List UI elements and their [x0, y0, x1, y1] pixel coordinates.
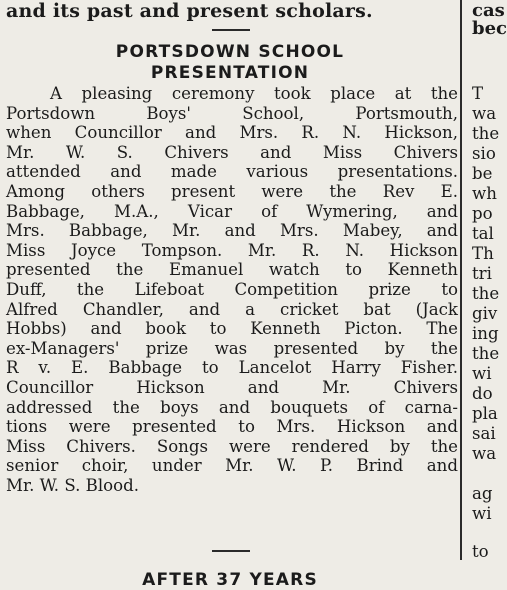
fragment: tri [472, 264, 492, 283]
fragment: the [472, 124, 500, 143]
article-line: Babbage, M.A., Vicar of Wymering, and [6, 201, 458, 221]
fragment: wi [472, 364, 492, 383]
right-column-fragments [462, 0, 507, 561]
article-line: Alfred Chandler, and a cricket bat (Jack [6, 299, 458, 319]
fragment: Th [472, 244, 494, 263]
fragment: to [472, 542, 489, 561]
fragment: T [472, 84, 484, 103]
fragment: wh [472, 184, 497, 203]
article-line: Mr. W. S. Blood. [6, 475, 140, 495]
fragment: sai [472, 424, 496, 443]
article-line: presented the Emanuel watch to Kenneth [6, 260, 458, 280]
article-line: when Councillor and Mrs. R. N. Hickson, [6, 123, 458, 143]
article-line: Councillor Hickson and Mr. Chivers [6, 377, 458, 397]
fragment: the [472, 344, 500, 363]
fragment: wa [472, 104, 497, 123]
fragment: po [472, 204, 493, 223]
fragment: the [472, 284, 500, 303]
fragment: wa [472, 444, 497, 463]
fragment: sio [472, 144, 496, 163]
article-line: Miss Joyce Tompson. Mr. R. N. Hickson [6, 240, 458, 260]
fragment: be [472, 164, 493, 183]
headline-line-2: PRESENTATION [150, 63, 310, 83]
article-line: Mr. W. S. Chivers and Miss Chivers [6, 142, 458, 162]
fragment: bec [472, 18, 507, 39]
article-line: tions were presented to Mrs. Hickson and [6, 417, 458, 437]
article-line: Miss Chivers. Songs were rendered by the [6, 436, 458, 456]
separator-rule [212, 29, 250, 31]
fragment: cas [472, 0, 505, 21]
previous-article-last-line: and its past and present scholars. [6, 0, 373, 22]
article-body [6, 84, 458, 495]
article-line: Mrs. Babbage, Mr. and Mrs. Mabey, and [6, 221, 458, 241]
fragment: ag [472, 484, 493, 503]
headline-line-1: PORTSDOWN SCHOOL [115, 42, 345, 62]
separator-rule [212, 550, 250, 552]
article-line: attended and made various presentations. [6, 162, 458, 182]
article-line: A pleasing ceremony took place at the [50, 84, 458, 103]
fragment: pla [472, 404, 498, 423]
fragment: do [472, 384, 493, 403]
article-line: Portsdown Boys' School, Portsmouth, [6, 103, 458, 123]
article-line: senior choir, under Mr. W. P. Brind and [6, 456, 458, 476]
article-line: R v. E. Babbage to Lancelot Harry Fisher. [6, 358, 458, 378]
article-line: addressed the boys and bouquets of carna- [6, 397, 458, 417]
fragment: giv [472, 304, 498, 323]
article-line: Hobbs) and book to Kenneth Picton. The [6, 319, 458, 339]
article-line: ex-Managers' prize was presented by the [6, 338, 458, 358]
fragment: ing [472, 324, 499, 343]
next-article-headline: AFTER 37 YEARS [142, 570, 318, 590]
article-line: Duff, the Lifeboat Competition prize to [6, 279, 458, 299]
fragment: tal [472, 224, 494, 243]
fragment: wi [472, 504, 492, 523]
article-line: Among others present were the Rev E. [6, 181, 458, 201]
